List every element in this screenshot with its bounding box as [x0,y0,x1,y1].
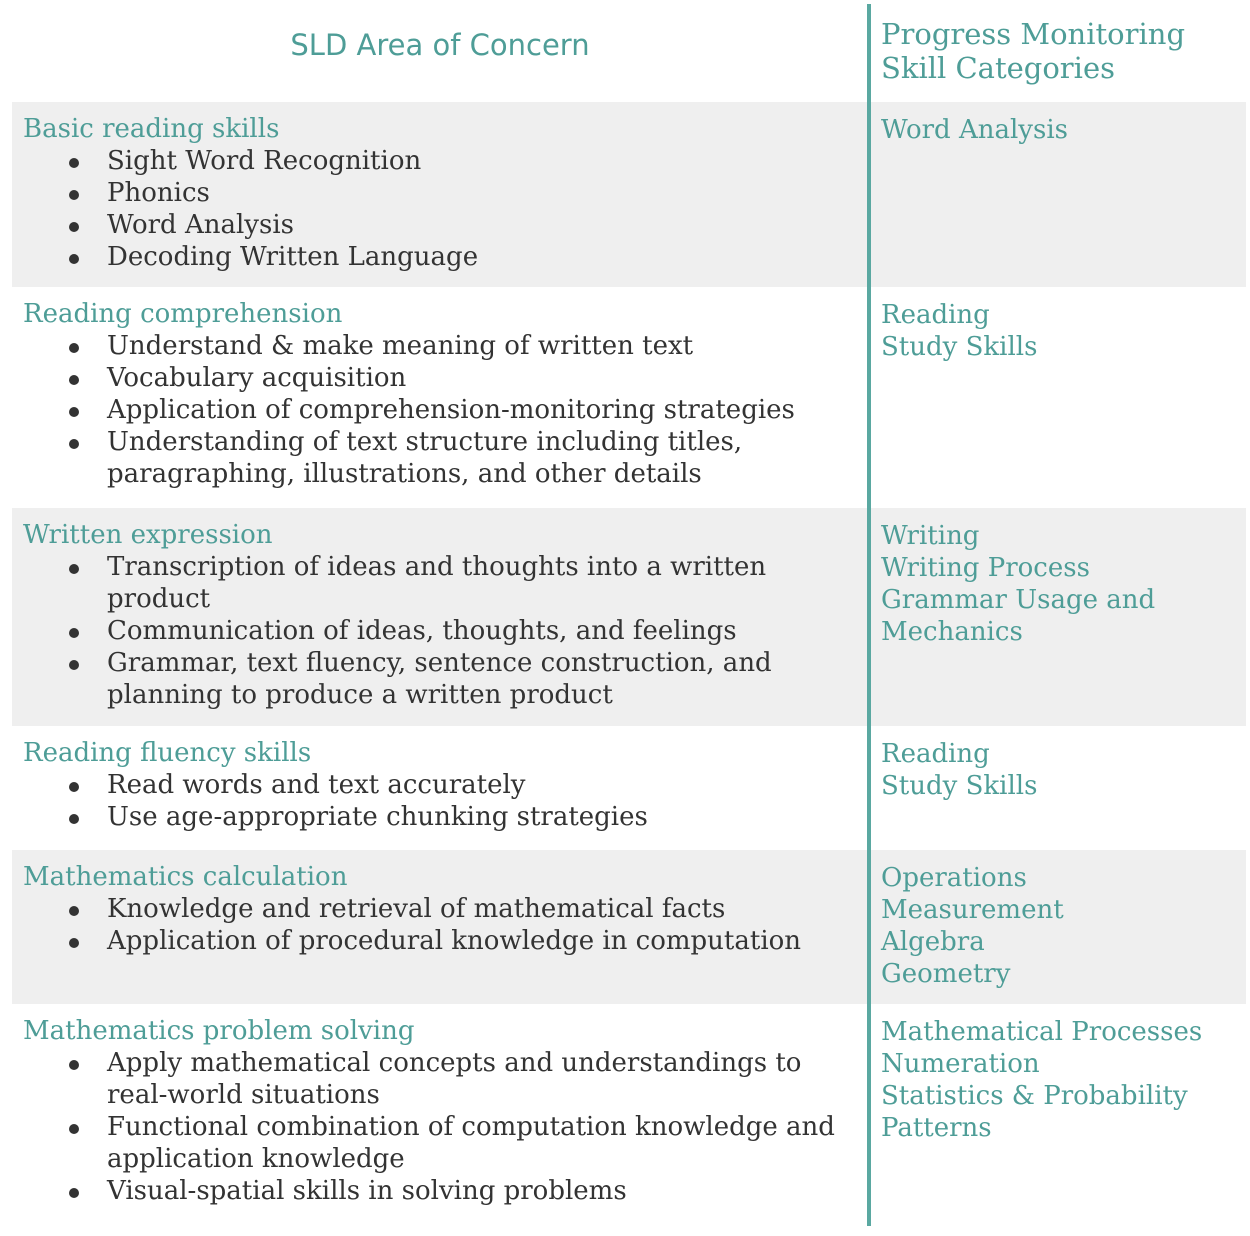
table-row [12,1004,1246,1224]
list-item: Application of comprehension-monitoring strategies [23,394,863,426]
category-cell [881,520,1241,648]
bullet-icon [69,1060,79,1070]
category-item: Study Skills [881,771,1038,801]
area-cell [23,299,863,490]
category-item: Word Analysis [881,115,1068,145]
list-item: Communication of ideas, thoughts, and feelings [23,615,863,647]
list-item: Read words and text accurately [23,769,863,801]
list-item: Phonics [23,177,863,209]
category-item: Geometry [881,959,1011,989]
category-item: Mathematical Processes [881,1017,1203,1047]
area-title: Reading fluency skills [23,738,312,768]
list-item: Application of procedural knowledge in computation [23,925,863,957]
area-title: Mathematics problem solving [23,1016,415,1046]
category-cell [881,299,1241,363]
category-item: Numeration [881,1049,1040,1079]
bullet-icon [69,782,79,792]
area-bullets [23,145,863,273]
table-row [12,508,1246,726]
table-header [12,0,1246,102]
category-item: Reading [881,739,990,769]
area-bullets [23,551,863,711]
bullet-icon [69,254,79,264]
area-cell [23,862,863,957]
area-cell [23,114,863,273]
bullet-icon [69,222,79,232]
category-cell [881,1016,1241,1144]
area-cell [23,1016,863,1207]
list-item: Visual-spatial skills in solving problems [23,1175,863,1207]
area-bullets [23,893,863,957]
bullet-icon [69,439,79,449]
sld-table [12,0,1246,1224]
table-row [12,726,1246,850]
category-item: Grammar Usage and Mechanics [881,585,1156,647]
area-title: Reading comprehension [23,299,343,329]
list-item: Understanding of text structure including titles, paragraphing, illustrations, and other details [23,426,863,490]
category-item: Study Skills [881,332,1038,362]
table-row [12,287,1246,508]
area-title: Mathematics calculation [23,862,348,892]
area-bullets [23,1047,863,1207]
bullet-icon [69,190,79,200]
list-item: Transcription of ideas and thoughts into a written product [23,551,863,615]
list-item: Use age-appropriate chunking strategies [23,801,863,833]
header-progress-monitoring [881,17,1185,85]
area-bullets [23,769,863,833]
bullet-icon [69,564,79,574]
bullet-icon [69,628,79,638]
list-item: Apply mathematical concepts and understandings to real-world situations [23,1047,863,1111]
header-sld-area: SLD Area of Concern [290,28,590,62]
bullet-icon [69,158,79,168]
category-item: Algebra [881,927,985,957]
category-item: Writing Process [881,553,1090,583]
area-title: Written expression [23,520,273,550]
bullet-icon [69,375,79,385]
bullet-icon [69,343,79,353]
category-cell [881,862,1241,990]
bullet-icon [69,814,79,824]
bullet-icon [69,1124,79,1134]
area-cell [23,520,863,711]
category-item: Writing [881,521,980,551]
column-divider [867,4,871,1226]
table-row [12,102,1246,287]
list-item: Sight Word Recognition [23,145,863,177]
bullet-icon [69,906,79,916]
list-item: Word Analysis [23,209,863,241]
bullet-icon [69,1188,79,1198]
area-bullets [23,330,863,490]
category-cell [881,738,1241,802]
list-item: Grammar, text fluency, sentence construction, and planning to produce a written product [23,647,863,711]
area-title: Basic reading skills [23,114,280,144]
list-item: Knowledge and retrieval of mathematical facts [23,893,863,925]
bullet-icon [69,660,79,670]
list-item: Functional combination of computation knowledge and application knowledge [23,1111,863,1175]
header-right-line1: Progress Monitoring [881,17,1186,51]
category-item: Measurement [881,895,1064,925]
list-item: Vocabulary acquisition [23,362,863,394]
bullet-icon [69,938,79,948]
area-cell [23,738,863,833]
bullet-icon [69,407,79,417]
list-item: Decoding Written Language [23,241,863,273]
category-cell [881,114,1241,146]
list-item: Understand & make meaning of written text [23,330,863,362]
table-row [12,850,1246,1004]
category-item: Operations [881,863,1027,893]
category-item: Patterns [881,1113,992,1143]
header-right-line2: Skill Categories [881,51,1115,85]
category-item: Reading [881,300,990,330]
category-item: Statistics & Probability [881,1081,1188,1111]
